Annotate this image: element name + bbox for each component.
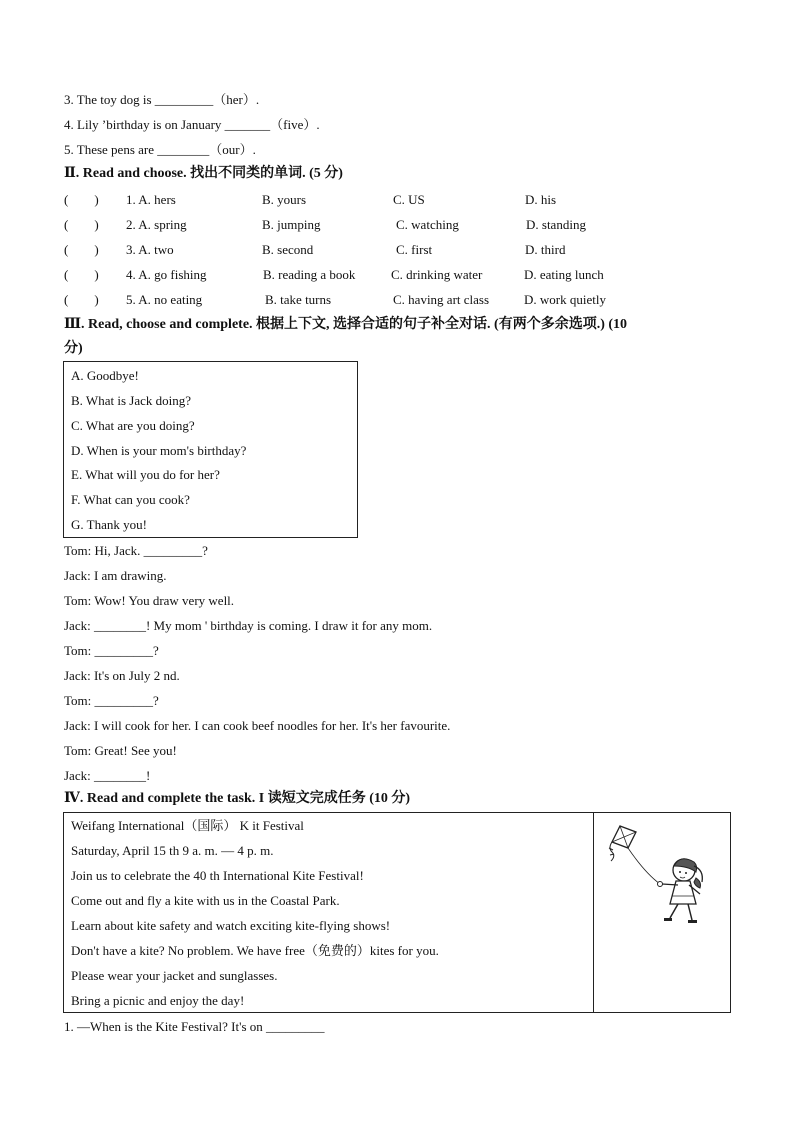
option-a: 2. A. spring [126,217,187,232]
fill-in-item-5: 5. These pens are ________（our）. [64,142,256,157]
fill-in-item-3: 3. The toy dog is _________（her）. [64,92,260,107]
passage-line: Don't have a kite? No problem. We have free（免费的）kites for you. [71,943,439,958]
option-c: C. US [393,192,425,207]
option-d: D. standing [526,217,586,232]
dialogue-line: Jack: I will cook for her. I can cook beef noodles for her. It's her favourite. [64,718,451,733]
option-a: 4. A. go fishing [126,267,207,282]
option-c: C. drinking water [391,267,483,282]
option-d: D. third [525,242,566,257]
girl-flying-kite-illustration [600,818,718,933]
passage-line: Saturday, April 15 th 9 a. m. — 4 p. m. [71,843,274,858]
passage-line: Please wear your jacket and sunglasses. [71,968,278,983]
option-b: B. second [262,242,314,257]
section-3-title: Ⅲ. Read, choose and complete. 根据上下文, 选择合适的句子补全对话. (有两个多余选项.) (10 [64,317,628,332]
option-c: C. having art class [393,292,490,307]
answer-paren[interactable]: ( ) [64,242,99,257]
dialogue-line: Tom: Hi, Jack. _________? [64,543,208,558]
dialogue-line: Tom: Great! See you! [64,743,177,758]
passage-line: Join us to celebrate the 40 th International Kite Festival! [71,868,364,883]
option-item: C. What are you doing? [71,418,195,433]
dialogue-line: Tom: Wow! You draw very well. [64,593,235,608]
table-divider [593,812,594,1012]
section-3-title-cont: 分) [64,341,83,356]
option-item: D. When is your mom's birthday? [71,443,247,458]
option-a: 1. A. hers [126,192,176,207]
option-item: E. What will you do for her? [71,467,220,482]
dialogue-line: Jack: I am drawing. [64,568,167,583]
question-1: 1. —When is the Kite Festival? It's on _________ [64,1019,325,1034]
option-a: 5. A. no eating [126,292,203,307]
dialogue-line: Jack: It's on July 2 nd. [64,668,180,683]
dialogue-line: Tom: _________? [64,643,159,658]
section-2-title: Ⅱ. Read and choose. 找出不同类的单词. (5 分) [64,166,343,181]
option-a: 3. A. two [126,242,174,257]
option-d: D. eating lunch [524,267,604,282]
option-item: B. What is Jack doing? [71,393,191,408]
answer-paren[interactable]: ( ) [64,217,99,232]
passage-line: Bring a picnic and enjoy the day! [71,993,245,1008]
fill-in-item-4: 4. Lily ’birthday is on January _______（five）. [64,117,320,132]
passage-line: Learn about kite safety and watch exciting kite-flying shows! [71,918,391,933]
option-b: B. yours [262,192,307,207]
passage-line: Weifang International（国际） K it Festival [71,818,304,833]
dialogue-line: Tom: _________? [64,693,159,708]
option-c: C. watching [396,217,459,232]
section-4-title: Ⅳ. Read and complete the task. I 读短文完成任务 (10 分) [64,791,411,806]
answer-paren[interactable]: ( ) [64,292,99,307]
answer-paren[interactable]: ( ) [64,267,99,282]
option-item: A. Goodbye! [71,368,139,383]
option-b: B. take turns [265,292,332,307]
dialogue-line: Jack: ________! My mom ' birthday is coming. I draw it for any mom. [64,618,433,633]
option-d: D. work quietly [524,292,606,307]
passage-line: Come out and fly a kite with us in the Coastal Park. [71,893,340,908]
option-d: D. his [525,192,557,207]
option-item: G. Thank you! [71,517,147,532]
option-c: C. first [396,242,433,257]
option-b: B. reading a book [263,267,356,282]
option-b: B. jumping [262,217,321,232]
dialogue-line: Jack: ________! [64,768,151,783]
option-item: F. What can you cook? [71,492,190,507]
answer-paren[interactable]: ( ) [64,192,99,207]
